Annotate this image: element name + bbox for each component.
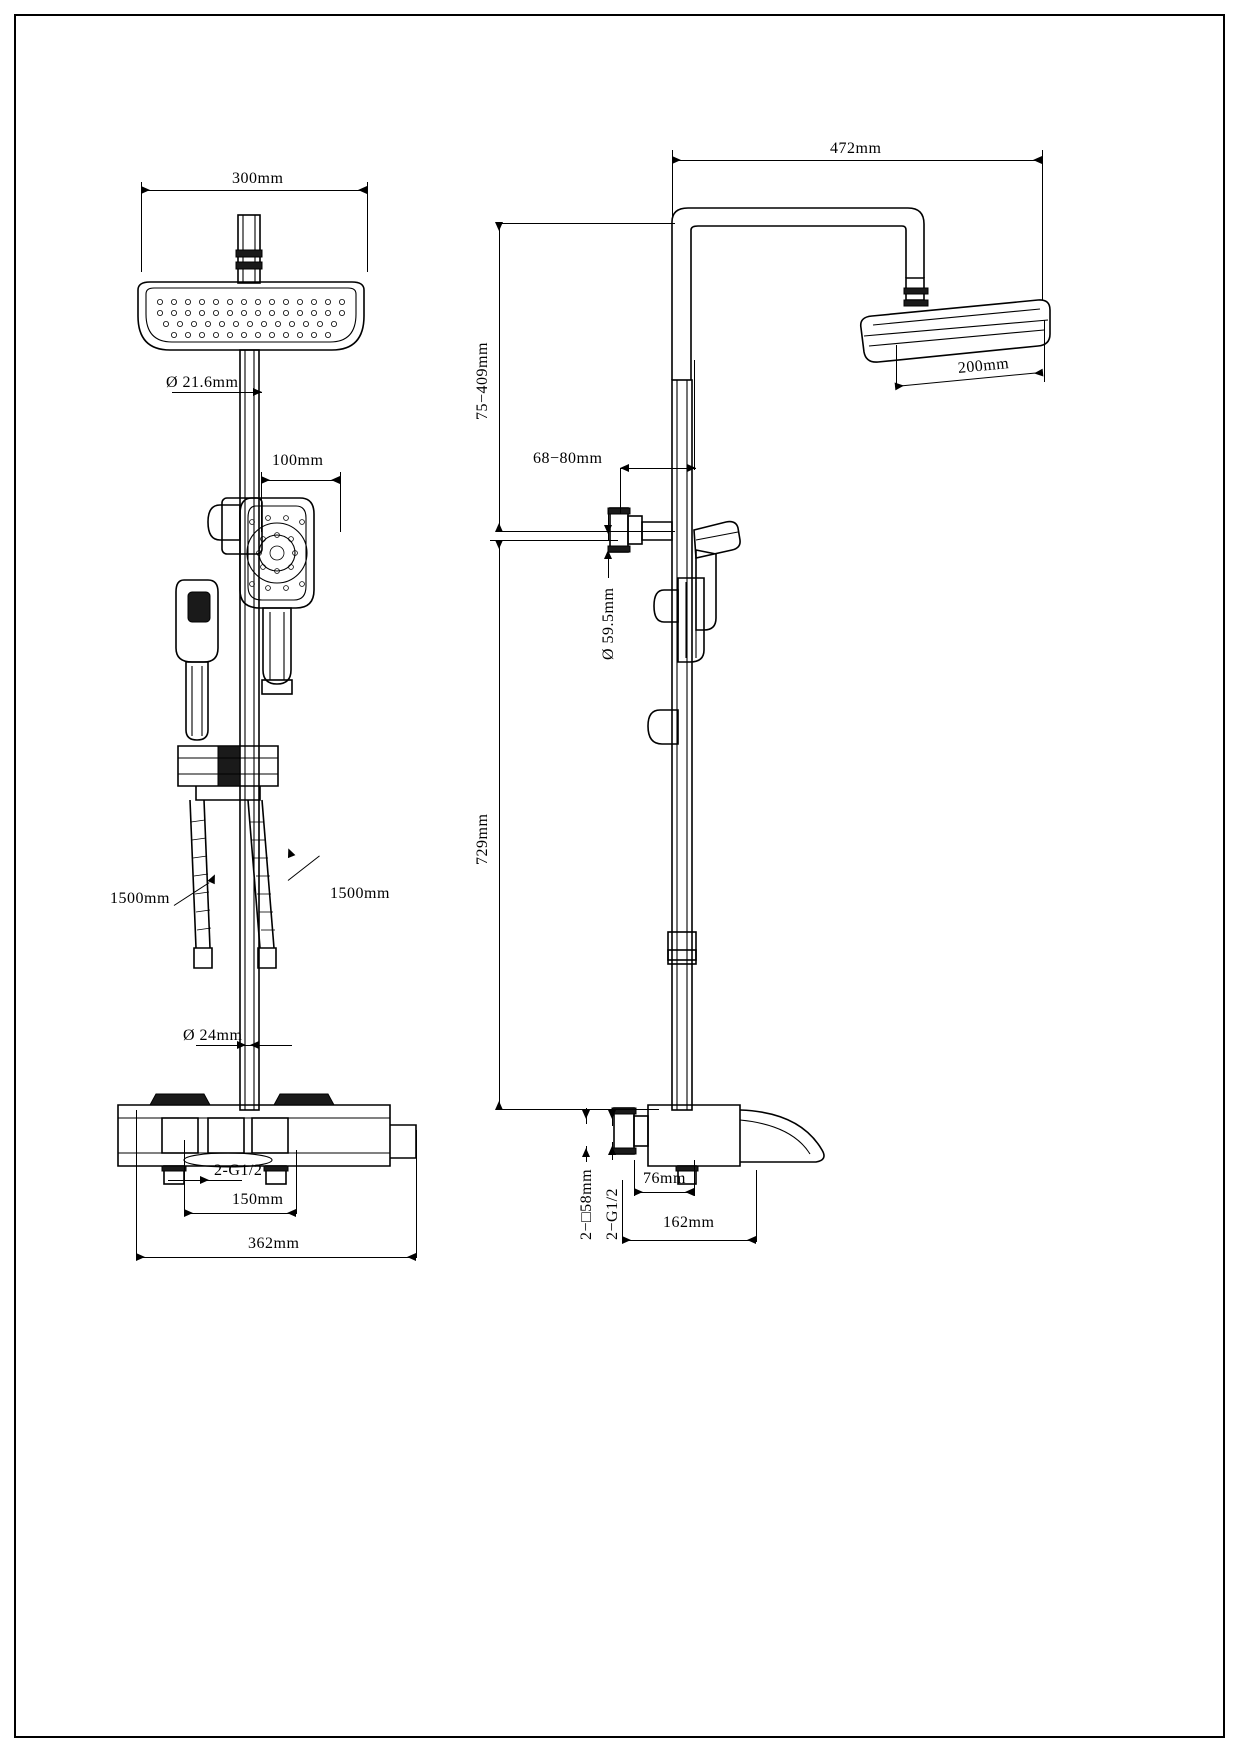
arrow-head — [620, 464, 629, 472]
ext-line — [184, 1150, 185, 1214]
dim-line — [672, 160, 1042, 161]
ext-line — [622, 1180, 623, 1242]
handshower-left-front — [176, 580, 218, 740]
arrow-head — [622, 1236, 631, 1244]
arrow-head — [604, 525, 612, 534]
dim-spout-drop: 76mm — [643, 1170, 686, 1187]
ext-line — [367, 182, 368, 272]
dim-riser-height: 729mm — [474, 813, 491, 865]
dim-riser-upper-dia: Ø 21.6mm — [166, 374, 239, 391]
arrow-head — [634, 1188, 643, 1196]
ext-line — [499, 531, 675, 532]
arrow-head — [672, 156, 681, 164]
arrow-head — [604, 550, 612, 559]
arrow-head — [358, 186, 367, 194]
leader-line — [172, 392, 262, 393]
ext-line — [296, 1150, 297, 1214]
dim-hose-left: 1500mm — [110, 890, 170, 907]
dim-riser-lower-dia: Ø 24mm — [183, 1027, 243, 1044]
ext-line — [694, 360, 695, 470]
ext-line — [1042, 150, 1043, 300]
dim-line — [499, 222, 500, 532]
dim-upper-height-range: 75−409mm — [474, 342, 491, 420]
arrow-head — [495, 540, 503, 549]
arrow-head — [1033, 156, 1042, 164]
arrow-head — [141, 186, 150, 194]
mixer-body-front — [118, 1094, 416, 1184]
dim-line — [620, 468, 696, 469]
ext-line — [499, 223, 675, 224]
ext-line — [1044, 320, 1045, 382]
arrow-head — [331, 476, 340, 484]
overhead-shower-side — [861, 300, 1050, 362]
arrow-head — [582, 1148, 590, 1157]
dim-holder-dia: Ø 59.5mm — [600, 587, 617, 660]
riser-pipe-side — [668, 380, 696, 1110]
ext-line — [620, 468, 621, 514]
ext-line — [340, 472, 341, 532]
arrow-head — [582, 1110, 590, 1119]
arrow-head — [287, 1209, 296, 1217]
arrow-head — [253, 388, 262, 396]
ext-line — [490, 540, 618, 541]
overhead-shower-front — [138, 215, 364, 350]
dim-body-width: 362mm — [248, 1235, 300, 1252]
dim-line — [136, 1257, 416, 1258]
dim-line — [499, 540, 500, 1110]
arrow-head — [685, 1188, 694, 1196]
dim-line — [184, 1213, 296, 1214]
shower-arm-side — [672, 208, 928, 380]
arrow-head — [261, 476, 270, 484]
arrow-head — [136, 1253, 145, 1261]
arrow-head — [407, 1253, 416, 1261]
dim-arm-reach: 472mm — [830, 140, 882, 157]
riser-pipe-front — [240, 350, 259, 1110]
handset-side — [648, 522, 740, 744]
ext-line — [694, 1160, 695, 1196]
dim-line — [141, 190, 367, 191]
ext-line — [136, 1110, 137, 1258]
dim-handset-offset: 100mm — [272, 452, 324, 469]
arrow-head — [608, 1110, 616, 1119]
hoses-front — [190, 800, 276, 968]
side-view-geometry — [620, 150, 1240, 1450]
dim-inlet-centres: 150mm — [232, 1191, 284, 1208]
dim-inlet-thread-side: 2−G1/2 — [604, 1187, 621, 1240]
dim-holder-projection: 68−80mm — [533, 450, 603, 467]
arrow-head — [1034, 369, 1044, 378]
dim-wall-plate: 2−□58mm — [578, 1168, 595, 1240]
ext-line — [416, 1130, 417, 1258]
ext-line — [756, 1170, 757, 1242]
arrow-head — [250, 1041, 259, 1049]
dim-inlet-thread-front: 2-G1/2 — [214, 1162, 263, 1179]
arrow-head — [608, 1146, 616, 1155]
dim-head-depth: 200mm — [957, 355, 1010, 377]
ext-line — [499, 1109, 659, 1110]
arrow-head — [200, 1176, 209, 1184]
arrow-head — [184, 1209, 193, 1217]
dim-overhead-width: 300mm — [232, 170, 284, 187]
riser-bracket-front — [178, 746, 278, 800]
ext-line — [896, 345, 897, 389]
ext-line — [141, 182, 142, 272]
dim-line — [261, 480, 340, 481]
arrow-head — [747, 1236, 756, 1244]
dim-spout-projection: 162mm — [663, 1214, 715, 1231]
dim-hose-right: 1500mm — [330, 885, 390, 902]
arrow-head — [687, 464, 696, 472]
dim-line — [622, 1240, 756, 1241]
